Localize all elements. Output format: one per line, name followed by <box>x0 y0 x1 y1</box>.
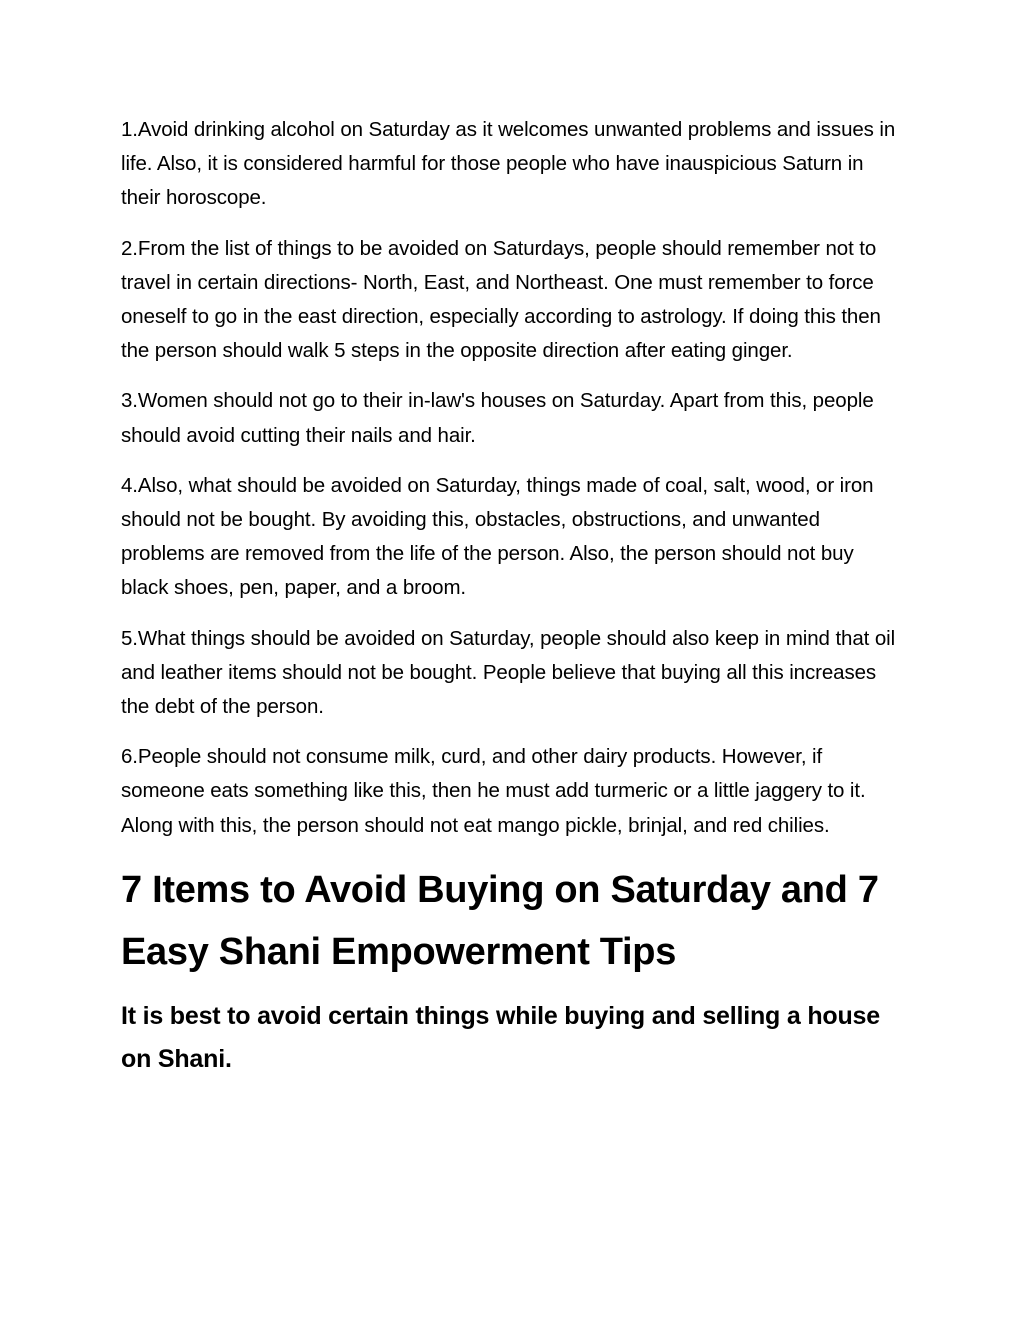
document-page <box>121 113 901 1081</box>
paragraph-3: 3.Women should not go to their in-law's houses on Saturday. Apart from this, people should avoid cutting their nails and hair. <box>121 389 874 447</box>
paragraph-1: 1.Avoid drinking alcohol on Saturday as it welcomes unwanted problems and issues in life. Also, it is considered harmful for those people who have inauspicious Saturn in their horoscope. <box>121 118 896 210</box>
section-subheading: It is best to avoid certain things while buying and selling a house on Shani. <box>121 1001 880 1073</box>
paragraph-5: 5.What things should be avoided on Saturday, people should also keep in mind that oil and leather items should not be bought. People believe that buying all this increases the debt of the person. <box>121 626 896 719</box>
section-heading: 7 Items to Avoid Buying on Saturday and 7 Easy Shani Empowerment Tips <box>121 868 879 973</box>
paragraph-6: 6.People should not consume milk, curd, and other dairy products. However, if someone eats something like this, then he must add turmeric or a little jaggery to it. Along with this, the person should not eat mango pickle, brinjal, and red chilies. <box>121 745 866 837</box>
paragraph-2: 2.From the list of things to be avoided on Saturdays, people should remember not to travel in certain directions- North, East, and Northeast. One must remember to force oneself to go in the east direction, especially according to astrology. If doing this then the person should walk 5 steps in the opposite direction after eating ginger. <box>121 236 881 363</box>
paragraph-4: 4.Also, what should be avoided on Saturday, things made of coal, salt, wood, or iron should not be bought. By avoiding this, obstacles, obstructions, and unwanted problems are removed from the life of the person. Also, the person should not buy black shoes, pen, paper, and a broom. <box>121 473 874 600</box>
